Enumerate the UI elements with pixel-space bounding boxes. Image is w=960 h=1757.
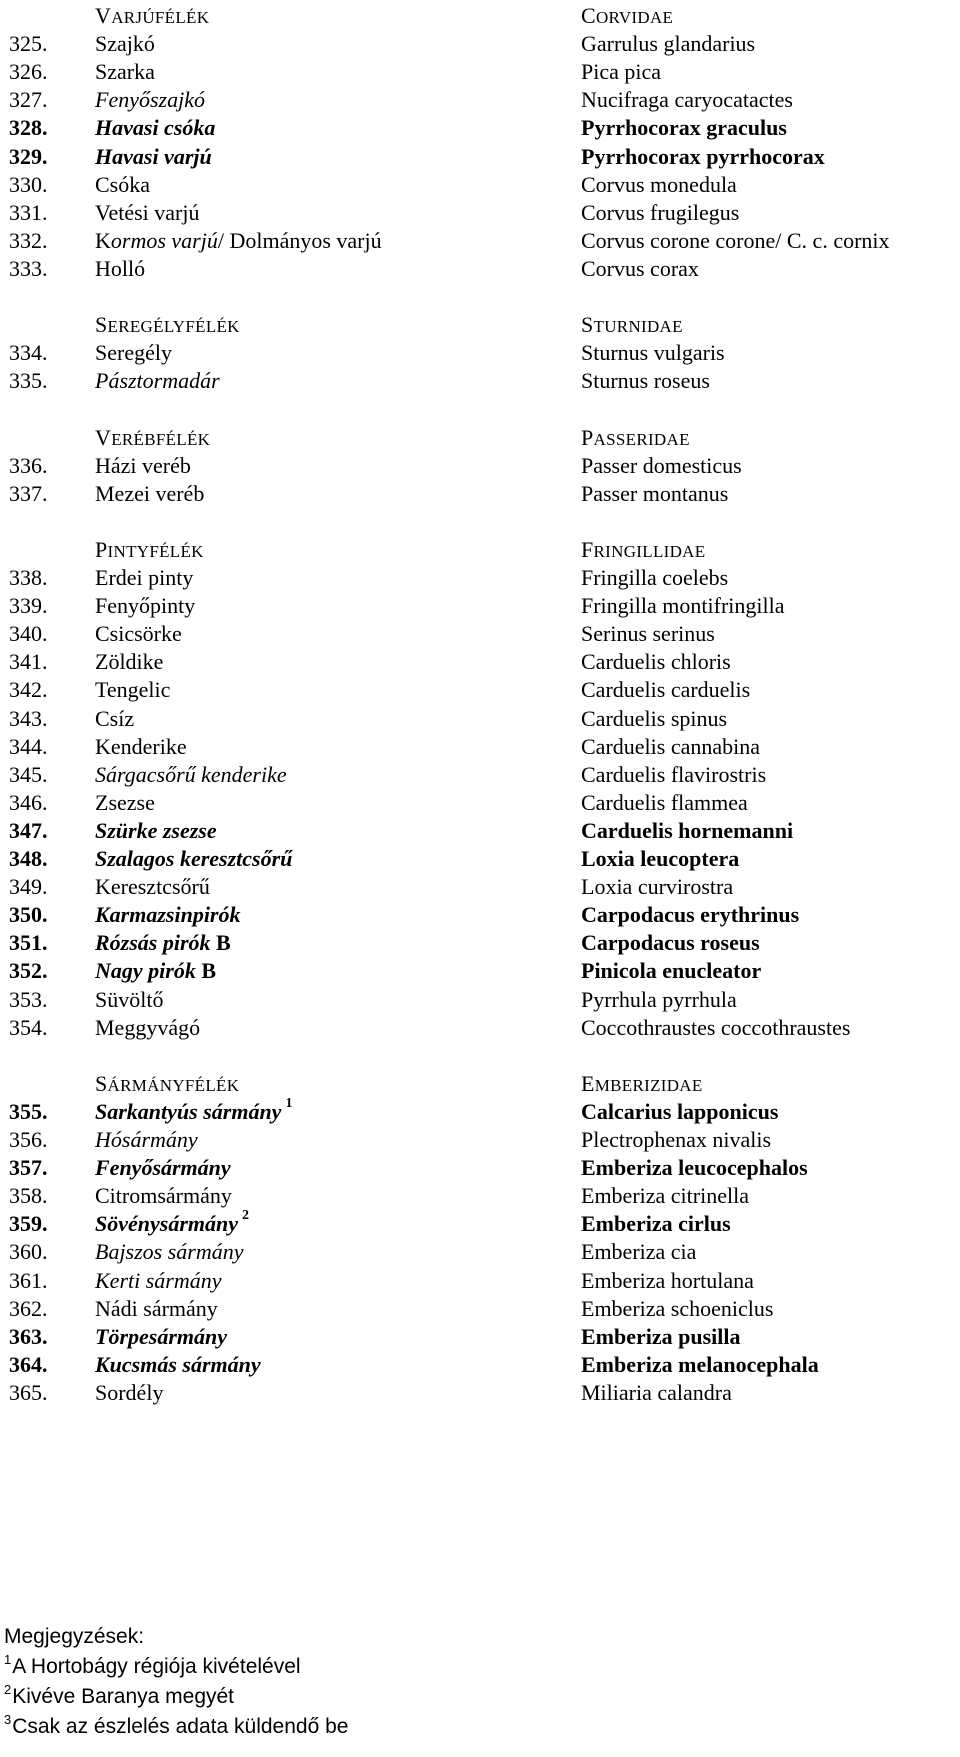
species-name-latin: Carduelis flammea [581,789,748,815]
species-name-hungarian [95,1377,163,1408]
species-row [0,703,960,734]
species-row [0,1180,960,1211]
species-name-latin: Carpodacus erythrinus [581,902,800,928]
species-row [0,1124,960,1155]
species-name-text: Törpesármány [95,1323,227,1349]
species-row [0,1208,960,1239]
species-number: 341. [9,649,48,675]
species-name-latin: Emberiza schoeniclus [581,1295,774,1321]
species-name-text: Csíz [95,705,135,731]
species-name-hungarian [95,1180,232,1211]
species-name-hungarian [95,759,287,790]
species-name-text: Zöldike [95,649,164,675]
species-name-latin: Emberiza cirlus [581,1211,731,1237]
species-name-latin: Emberiza hortulana [581,1267,754,1293]
family-name-hungarian: SÁRMÁNYFÉLÉK [95,1070,240,1096]
species-name-hungarian [95,1236,244,1267]
species-number: 348. [9,846,48,871]
species-name-text: Házi veréb [95,452,191,478]
family-name-hungarian: VERÉBFÉLÉK [95,424,211,450]
species-name-text: Csóka [95,171,150,197]
species-row [0,1265,960,1296]
species-name-text: Hósármány [95,1127,198,1152]
notes-section [4,1622,348,1742]
species-name-text: Bajszos sármány [95,1239,244,1265]
species-name-latin: Calcarius lapponicus [581,1098,779,1124]
species-number: 329. [9,143,48,169]
footnote-marker: 2 [242,1208,249,1224]
species-number: 359. [9,1211,48,1237]
species-row [0,197,960,228]
species-name-text: Szürke zsezse [95,817,217,843]
family-name-latin: STURNIDAE [581,312,683,338]
species-name-hungarian [95,1293,218,1324]
species-name-hungarian [95,674,170,705]
species-name-hungarian [95,112,215,143]
species-name-latin: Nucifraga caryocatactes [581,87,793,113]
species-name-text: Szalagos keresztcsőrű [95,846,293,871]
species-name-hungarian [95,871,210,902]
species-row [0,759,960,790]
species-name-latin: Carpodacus roseus [581,930,760,956]
species-name-hungarian [95,731,187,762]
species-name-latin: Pyrrhocorax pyrrhocorax [581,143,825,169]
species-name-text: Vetési varjú [95,199,200,225]
species-name-text: Mezei veréb [95,480,205,506]
species-name-latin: Passer montanus [581,480,729,506]
species-number: 334. [9,340,48,366]
species-name-latin: Carduelis cannabina [581,733,760,759]
species-number: 326. [9,59,48,85]
species-number: 365. [9,1379,48,1405]
species-number: 349. [9,874,48,900]
notes-title: Megjegyzések: [4,1625,145,1648]
section-header [0,309,960,340]
species-row [0,225,960,256]
species-name-text: Csicsörke [95,621,182,647]
species-name-text: Sárgacsőrű kenderike [95,761,287,787]
species-number: 335. [9,368,48,394]
species-row [0,28,960,59]
species-name-latin: Pica pica [581,59,662,85]
species-name-latin: Loxia curvirostra [581,874,734,900]
family-name-hungarian: PINTYFÉLÉK [95,536,204,562]
species-name-hungarian [95,590,195,621]
species-number: 342. [9,677,48,703]
species-name-text: Pásztormadár [95,368,220,394]
species-name-text: Szarka [95,59,155,85]
note-item [4,1682,348,1712]
note-item [4,1712,348,1742]
species-row [0,478,960,509]
species-number: 345. [9,761,48,787]
species-name-hungarian [95,1321,227,1352]
note-text: A Hortobágy régiója kivételével [12,1655,301,1678]
species-name-text: Fenyősármány [95,1155,231,1181]
species-name-hungarian [95,1152,231,1183]
species-number: 332. [9,227,48,253]
species-name-text: Szajkó [95,31,155,57]
species-number: 351. [9,930,48,956]
species-number: 350. [9,902,48,928]
species-name-text: Erdei pinty [95,565,194,590]
species-name-latin: Emberiza pusilla [581,1323,741,1349]
species-name-hungarian [95,84,205,115]
species-name-text: Keresztcsőrű [95,874,210,900]
species-row [0,450,960,481]
species-name-latin: Serinus serinus [581,621,715,647]
species-name-latin: Pyrrhocorax graculus [581,115,787,141]
species-number: 337. [9,480,48,506]
species-name-latin: Carduelis carduelis [581,677,751,703]
species-name-hungarian [95,450,191,481]
species-number: 360. [9,1239,48,1265]
species-number: 353. [9,986,48,1012]
species-name-latin: Garrulus glandarius [581,31,756,57]
species-number: 340. [9,621,48,647]
species-name-latin: Coccothraustes coccothraustes [581,1014,851,1040]
species-name-hungarian [95,703,134,734]
species-row [0,1152,960,1183]
note-text: Csak az észlelés adata küldendő be [12,1715,349,1738]
species-name-latin: Pyrrhula pyrrhula [581,986,737,1012]
species-number: 347. [9,817,48,843]
species-name-hungarian [95,337,172,368]
species-name-latin: Corvus frugilegus [581,199,740,225]
note-item [4,1652,348,1682]
species-number: 363. [9,1323,48,1349]
species-number: 331. [9,199,48,225]
species-row [0,955,960,986]
species-row [0,112,960,143]
species-number: 333. [9,255,48,281]
species-name-hungarian [95,1096,292,1127]
species-number: 355. [9,1098,48,1124]
species-name-latin: Emberiza leucocephalos [581,1155,808,1181]
species-name-hungarian [95,1124,198,1155]
family-name-hungarian: VARJÚFÉLÉK [95,3,210,28]
species-row [0,1293,960,1324]
note-marker: 2 [4,1682,12,1697]
family-name-latin: PASSERIDAE [581,424,690,450]
species-row [0,674,960,705]
species-name-hungarian [95,169,150,200]
species-name-text: Rózsás pirók [95,930,211,956]
species-name-latin: Sturnus vulgaris [581,340,725,366]
species-name-latin: Sturnus roseus [581,368,710,394]
species-name-latin: Corvus corax [581,255,699,281]
species-row [0,871,960,902]
species-number: 330. [9,171,48,197]
species-name-text: Kerti sármány [95,1267,222,1293]
species-number: 346. [9,789,48,815]
species-name-hungarian: Kormos varjú/ Dolmányos varjú [95,227,382,253]
species-name-hungarian [95,815,217,846]
species-row [0,984,960,1015]
species-name-text: Holló [95,255,146,281]
species-name-latin: Emberiza melanocephala [581,1351,819,1377]
species-name-text: Sarkantyús sármány [95,1098,282,1124]
species-name-hungarian [95,1265,222,1296]
species-number: 327. [9,87,48,113]
species-name-hungarian [95,253,145,284]
species-name-latin: Corvus corone corone/ C. c. cornix [581,227,890,253]
species-name-hungarian [95,56,155,87]
species-number: 338. [9,565,48,590]
species-row [0,815,960,846]
species-name-text: Fenyőszajkó [95,87,205,113]
species-name-hungarian [95,899,241,930]
section-header [0,1068,960,1099]
note-marker: 1 [4,1652,12,1667]
species-number: 336. [9,452,48,478]
species-name-latin: Fringilla montifringilla [581,593,785,619]
species-name-hungarian [95,1349,261,1380]
species-name-latin: Passer domesticus [581,452,742,478]
species-name-text: Havasi csóka [95,115,216,141]
species-row [0,927,960,958]
note-text: Kivéve Baranya megyét [12,1685,235,1708]
species-row [0,1321,960,1352]
species-number: 358. [9,1183,48,1209]
species-row [0,1349,960,1380]
species-name-latin: Carduelis spinus [581,705,728,731]
species-row [0,562,960,593]
species-row [0,169,960,200]
species-name-text: Sordély [95,1379,164,1405]
family-name-latin: EMBERIZIDAE [581,1070,703,1096]
note-marker: 3 [4,1712,12,1727]
species-name-hungarian [95,984,163,1015]
species-name-hungarian [95,28,155,59]
species-row [0,899,960,930]
species-row [0,1012,960,1043]
species-name-hungarian [95,562,193,593]
species-row [0,56,960,87]
species-number: 362. [9,1295,48,1321]
species-name-text: Karmazsinpirók [95,902,241,928]
species-name-latin: Emberiza cia [581,1239,697,1265]
species-row [0,787,960,818]
species-row [0,731,960,762]
species-name-hungarian [95,646,163,677]
species-row [0,1377,960,1408]
species-name-latin: Corvus monedula [581,171,737,197]
species-name-hungarian [95,365,220,396]
species-number: 339. [9,593,48,619]
family-name-hungarian: SEREGÉLYFÉLÉK [95,312,240,338]
species-name-text: Seregély [95,340,172,366]
status-code: B [210,930,231,956]
species-row [0,1236,960,1267]
species-name-text: Havasi varjú [95,143,212,169]
species-name-text: Meggyvágó [95,1014,201,1040]
species-name-text: Kenderike [95,733,187,759]
species-row [0,337,960,368]
species-row [0,1096,960,1127]
species-row [0,253,960,284]
species-name-hungarian [95,1012,200,1043]
species-number: 364. [9,1351,48,1377]
species-name-text: Nagy pirók [95,958,196,984]
species-name-latin: Carduelis hornemanni [581,817,794,843]
species-row [0,618,960,649]
species-name-latin: Carduelis flavirostris [581,761,767,787]
species-number: 328. [9,115,48,141]
species-number: 356. [9,1127,48,1152]
section-header [0,422,960,453]
species-name-hungarian [95,927,231,958]
species-name-hungarian [95,141,212,172]
species-number: 357. [9,1155,48,1181]
species-number: 354. [9,1014,48,1040]
species-row [0,84,960,115]
family-name-latin: CORVIDAE [581,3,674,28]
footnote-marker: 1 [285,1095,293,1111]
section-header [0,534,960,565]
species-name-text: Kucsmás sármány [95,1351,261,1377]
species-name-text: Citromsármány [95,1183,232,1209]
species-name-text: Tengelic [95,677,171,703]
species-number: 352. [9,958,48,984]
species-name-latin: Fringilla coelebs [581,565,729,590]
species-name-hungarian [95,843,292,874]
species-number: 344. [9,733,48,759]
species-number: 361. [9,1267,48,1293]
species-row [0,843,960,874]
species-name-text: Fenyőpinty [95,593,196,619]
species-name-text: Sövénysármány [95,1211,238,1237]
species-name-hungarian [95,197,199,228]
species-number: 325. [9,31,48,57]
status-code: B [195,958,217,984]
family-name-latin: FRINGILLIDAE [581,536,706,562]
species-name-text: Nádi sármány [95,1295,218,1321]
species-name-latin: Miliaria calandra [581,1379,732,1405]
species-name-latin: Loxia leucoptera [581,846,740,871]
species-name-hungarian [95,955,216,986]
species-name-hungarian [95,1208,249,1239]
section-header [0,0,960,31]
species-name-text: Zsezse [95,789,155,815]
species-name-hungarian [95,618,182,649]
species-row [0,646,960,677]
species-number: 343. [9,705,48,731]
species-name-latin: Emberiza citrinella [581,1183,749,1209]
species-row [0,365,960,396]
species-name-text: Süvöltő [95,986,164,1012]
species-name-hungarian [95,478,204,509]
species-name-latin: Plectrophenax nivalis [581,1127,772,1152]
species-name-latin: Carduelis chloris [581,649,731,675]
species-row [0,590,960,621]
species-row [0,141,960,172]
species-name-latin: Pinicola enucleator [581,958,762,984]
species-name-hungarian [95,787,155,818]
